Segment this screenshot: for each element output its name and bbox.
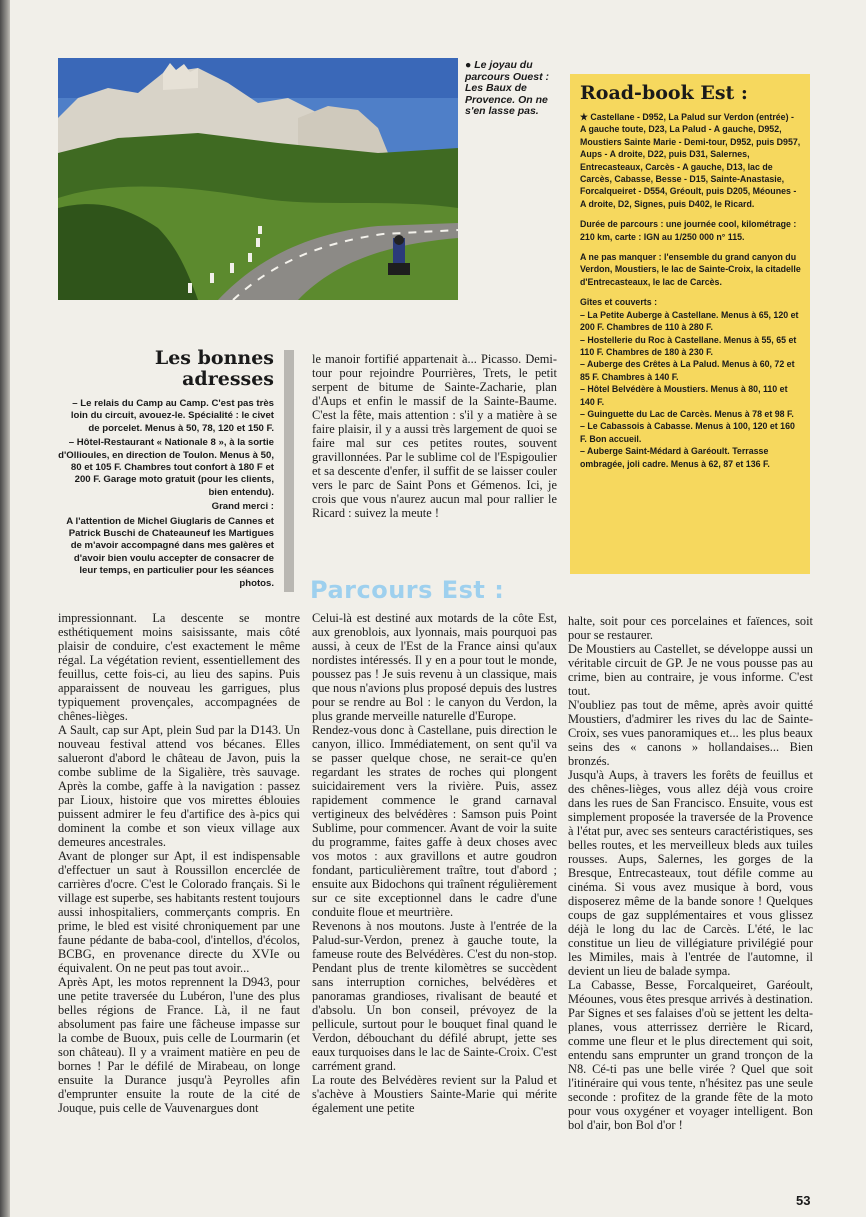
article-paragraph: impressionnant. La descente se montre esthétiquement moins saisissante, mais côté plaisir de conduire, c'est exactement le même régal. La végétation revient, essentiellement des feuillus, cette fois-ci, au lieu des sapins. Puis apparaissent de nouveau les garrigues, plus typiquement provençales, accompagnées de chênes-lièges.	[58, 611, 300, 723]
parcours-est-heading: Parcours Est :	[310, 576, 505, 604]
bonnes-adresses-title: Les bonnes adresses	[154, 347, 274, 390]
article-column-2	[312, 352, 557, 520]
roadbook-box	[570, 74, 810, 574]
article-column-3	[312, 611, 557, 1115]
photo-les-baux-road	[58, 58, 458, 300]
bonnes-adresses-item: – Le relais du Camp au Camp. C'est pas très loin du circuit, avouez-le. Spécialité : le civet de porcelet. Menus à 50, 78, 120 et 150 F.	[70, 398, 274, 434]
article-paragraph: Celui-là est destiné aux motards de la côte Est, aux grenoblois, aux lyonnais, mais pourquoi pas aussi, à ceux de l'Est de la France ainsi qu'aux nordistes intéressés. Il y en a pour tout le monde, poussez pas ! Je suis revenu à un classique, mais que nous n'avions plus proposé depuis des lustres pour se rendre au Bol : le canyon du Verdon, la plus grande merveille naturelle d'Europe.	[312, 611, 557, 723]
vertical-divider-bar	[284, 350, 294, 592]
gite-item: – Le Cabassois à Cabasse. Menus à 100, 120 et 160 F. Bon accueil.	[580, 421, 795, 445]
article-paragraph: Revenons à nos moutons. Juste à l'entrée de la Palud-sur-Verdon, prenez à gauche toute, la fameuse route des Belvédères. C'est du non-stop. Pendant plus de trente kilomètres se succèdent sans interruption corniches, belvédères et panoramas grandioses, rivalisant de beauté et d'absolu. Un bon conseil, prévoyez de la pellicule, surtout pour le bouquet final quand le Verdon, débouchant du défilé abrupt, jette ses eaux turquoises dans le lac de Sainte-Croix. C'est carrément grand.	[312, 919, 557, 1073]
article-paragraph: La route des Belvédères revient sur la Palud et s'achève à Moustiers Sainte-Marie qui mérite également une petite	[312, 1073, 557, 1115]
gites-title: Gîtes et couverts :	[580, 297, 658, 309]
article-paragraph: halte, soit pour ces porcelaines et faïences, soit pour se restaurer.	[568, 614, 813, 642]
gite-item: – Hostellerie du Roc à Castellane. Menus à 55, 65 et 110 F. Chambres de 180 à 230 F.	[580, 334, 797, 358]
article-paragraph: Jusqu'à Aups, à travers les forêts de feuillus et des chênes-lièges, vous allez déjà vous croire dans les rues de San Francisco. Ensuite, vous est simplement proposée la traversée de la Provence à l'état pur, avec ses senteurs caractéristiques, ses belles routes, et les merveilleux bleds aux tuiles rousses. Aups, Salernes, les gorges de la Bresque, Entrecasteaux, tout défile comme au cinéma. Si vous avez musique à bord, vous disposerez même de la bande sonore ! Quelques coups de gaz supplémentaires et vous glissez déjà le long du lac de Carcès. L'été, le lac constitue un lieu de villégiature privilégié pour les Mimiles, mais à l'entrée de l'automne, il devient un lieu de balade sympa.	[568, 768, 813, 978]
bonnes-adresses-box	[58, 348, 274, 592]
gite-item: – Guinguette du Lac de Carcès. Menus à 78 et 98 F.	[580, 408, 794, 420]
article-paragraph: Avant de plonger sur Apt, il est indispensable d'effectuer un saut à Roussillon encerclée de carrières d'ocre. C'est le Colorado français. Si le village est superbe, ses habitants restent toujours aussi inhospitaliers, commerçants compris. En prime, le bled est visité chroniquement par une faune pédante de baba-cool, d'intellos, d'écolos, BCBG, en provenance directe du XVIe ou équivalent. On ne peut pas tout avoir...	[58, 849, 300, 975]
article-paragraph: Rendez-vous donc à Castellane, puis direction le canyon, illico. Immédiatement, on sent qu'il va se passer quelque chose, ne serait-ce qu'en regardant les strates de roches qui plongent suicidairement vers la rivière. Puis, assez rapidement commence le grand carnaval vertigineux des belvédères : Samson puis Point Sublime, pour commencer. Avant de voir la suite du programme, faites gaffe à deux choses avec vos motos : aux gravillons et autre goudron fondant, particulièrement traître, tout d'abord ; ensuite aux Bidochons qui traînent régulièrement sur ce site exceptionnel dans le cadre d'une conduite floue et meurtrière.	[312, 723, 557, 919]
gite-item: – Auberge des Crêtes à La Palud. Menus à 60, 72 et 85 F. Chambres à 140 F.	[580, 359, 795, 383]
roadbook-duree: Durée de parcours : une journée cool, kilométrage : 210 km, carte : IGN au 1/250 000 n° 115.	[580, 219, 797, 243]
gite-item: – La Petite Auberge à Castellane. Menus à 65, 120 et 200 F. Chambres de 110 à 280 F.	[580, 309, 799, 334]
article-paragraph: N'oubliez pas tout de même, après avoir quitté Moustiers, d'admirer les rives du lac de Sainte-Croix, ses vues panoramiques et... les plus beaux seins des « canons » hollandaises... Bien bronzés.	[568, 698, 813, 768]
article-column-1	[58, 611, 300, 1115]
roadbook-a-ne-pas-manquer: A ne pas manquer : l'ensemble du grand canyon du Verdon, Moustiers, le lac de Sainte-Croix, la citadelle d'Entrecasteaux, le lac de Carcès.	[580, 252, 801, 288]
roadbook-title: Road-book Est :	[580, 82, 748, 104]
caption-bullet: ●	[465, 59, 472, 71]
bonnes-adresses-item: – Hôtel-Restaurant « Nationale 8 », à la sortie d'Ollioules, en direction de Toulon. Menus à 50, 80 et 105 F. Chambres tout confort à 180 F et 200 F. Garage moto gratuit (pour les clients, bien entendu).	[58, 437, 274, 498]
article-paragraph: La Cabasse, Besse, Forcalqueiret, Garéoult, Méounes, vous êtes presque arrivés à destination. Par Signes et ses falaises d'où se jettent les delta-planes, vous atterrissez derrière le Ricard, comme une fleur et le plus directement qui soit, entendu sans emprunter un grand tronçon de la N8. Cé-ti pas une belle virée ? Quel que soit l'itinéraire qui vous tente, n'hésitez pas une seule seconde : profitez de la grande fête de la moto pour vous oxygéner et voyager intelligent. Bon bol d'air, bon Bol d'or !	[568, 978, 813, 1132]
photo-caption	[465, 60, 565, 118]
article-paragraph: De Moustiers au Castellet, se développe aussi un véritable circuit de GP. Je ne vous pousse pas au crime, bien au contraire, je vous informe. C'est tout.	[568, 642, 813, 698]
article-paragraph: A Sault, cap sur Apt, plein Sud par la D143. Un nouveau festival attend vos bécanes. Elles salueront d'abord le château de Javon, puis la combe sublime de la Sigalière, très sauvage. Après la combe, gaffe à la navigation : passez par Lioux, histoire que vos mirettes éblouies puissent admirer le feu d'artifice des à-pics qui dominent la combe et son vieux village aux demeures ancestrales.	[58, 723, 300, 849]
article-paragraph: Après Apt, les motos reprennent la D943, pour une petite traversée du Lubéron, l'une des plus belles régions de France. Là, il ne faut absolument pas faire une fâcheuse impasse sur la combe de Buoux, puis celle de Lourmarin (et son château). Il y a vraiment matière en peu de bornes ! Par le défilé de Mirabeau, on longe ensuite la Durance jusqu'à Peyrolles afin d'emprunter ensuite la route de la cité de Jouque, puis celle de Vauvenargues dont	[58, 975, 300, 1115]
gite-item: – Hôtel Belvédère à Moustiers. Menus à 80, 110 et 140 F.	[580, 384, 788, 408]
photo-illustration	[58, 58, 458, 300]
roadbook-route: ★ Castellane - D952, La Palud sur Verdon (entrée) - A gauche toute, D23, La Palud - A gauche, D952, Moustiers Sainte Marie - Demi-tour, D952, puis D957, Aups - A droite, D22, puis D31, Salernes, Entrecasteaux, Carcès - A gauche, D13, lac de Carcès, Cabasse, Besse - D15, Sainte-Anastasie, Forcalqueiret - D554, Gréoult, puis D205, Méounes - A droite, D2, Signes, puis D402, le Ricard.	[580, 112, 801, 210]
article-column-4	[568, 614, 813, 1132]
gite-item: – Auberge Saint-Médard à Garéoult. Terrasse ombragée, joli cadre. Menus à 62, 87 et 136 F.	[580, 446, 770, 470]
caption-text: Le joyau du parcours Ouest : Les Baux de Provence. On ne s'en lasse pas.	[465, 59, 550, 117]
article-paragraph: le manoir fortifié appartenait à... Picasso. Demi-tour pour rejoindre Pourrières, Trets, le petit serpent de bitume de Sainte-Zacharie, plan d'Aups et enfin le massif de la Sainte-Baume. C'est la fête, mais attention : s'il y a matière à se faire plaisir, il y a aussi très largement de quoi se faire mal sur ces petites routes, souvent gravillonnées. Par le sublime col de l'Espigoulier et sa descente d'enfer, il suffit de se laisser couler vers le parc de Saint Pons et Gémenos. Ici, je crois que vous n'aurez aucun mal pour rallier le Ricard : suivez la meute !	[312, 352, 557, 520]
roadbook-gites	[580, 297, 801, 471]
grand-merci-title: Grand merci :	[211, 501, 274, 513]
page-number: 53	[796, 1193, 811, 1208]
grand-merci-text: A l'attention de Michel Giuglaris de Cannes et Patrick Buschi de Chateauneuf les Martigues de m'avoir accompagné dans mes galères et d'avoir bien voulu accepter de consacrer de leur temps, en particulier pour les séances photos.	[66, 515, 274, 589]
